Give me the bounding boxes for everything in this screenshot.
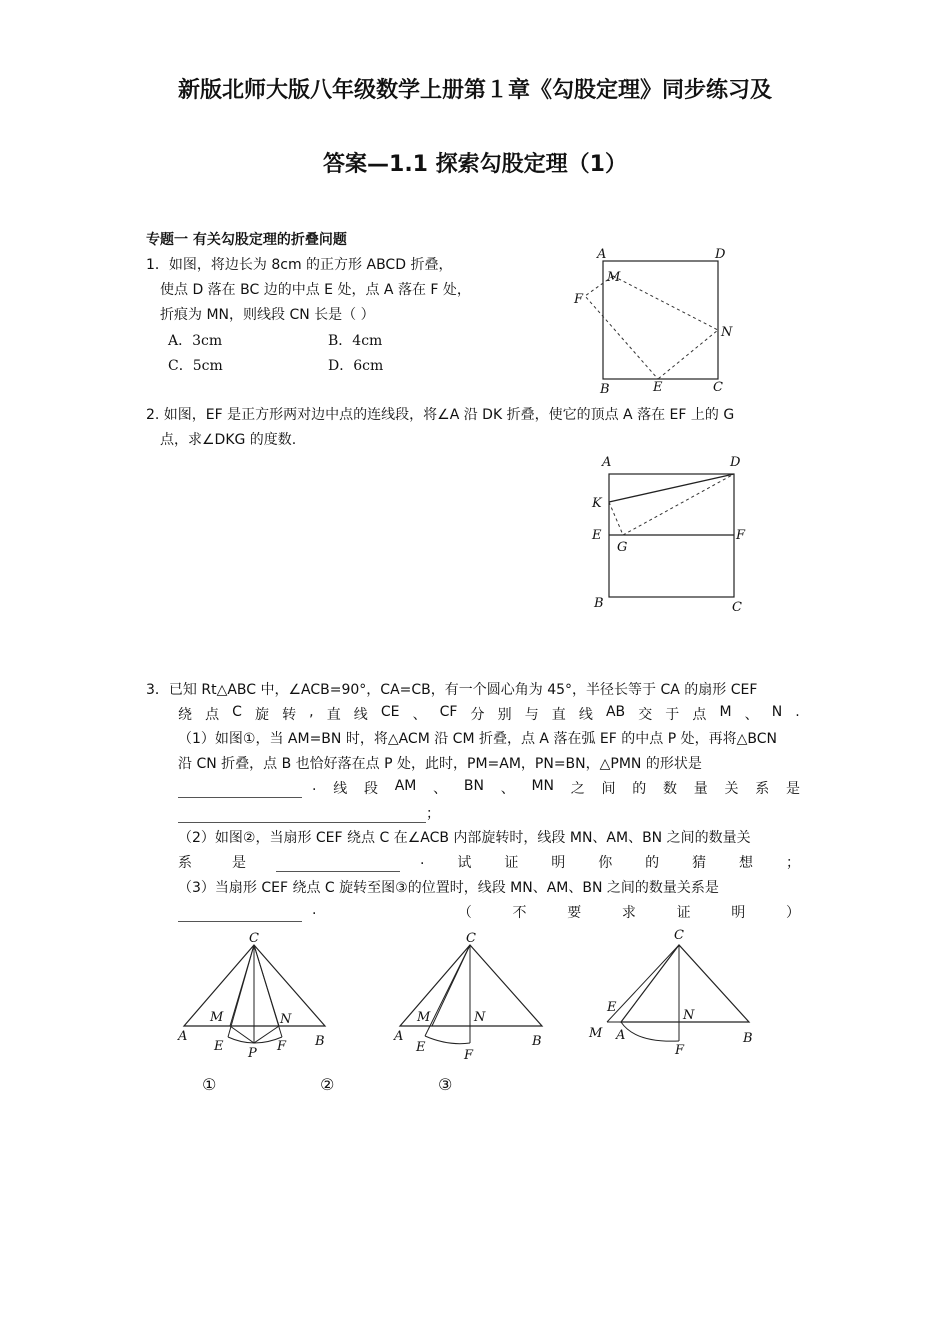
q3f3-label-n: N bbox=[683, 1008, 695, 1023]
q1-option-c: C．5cm bbox=[168, 358, 223, 374]
q3f3-arc bbox=[621, 1022, 679, 1041]
q3f2-arc bbox=[425, 1036, 470, 1044]
q3f3-ce bbox=[607, 945, 679, 1022]
q3-line9: （3）当扇形 CEF 绕点 C 旋转至图③的位置时，线段 MN、AM、BN 之间的数量关系是 bbox=[178, 880, 719, 896]
q3-figure-1 bbox=[170, 925, 340, 1065]
q1-label-c: C bbox=[713, 380, 723, 395]
q3f2-label-n: N bbox=[474, 1010, 486, 1025]
q3f2-label-c: C bbox=[466, 931, 476, 946]
q1-line3: 折痕为 MN，则线段 CN 长是（ ） bbox=[160, 307, 375, 323]
q3f2-label-a: A bbox=[394, 1029, 404, 1044]
q2-label-c: C bbox=[732, 600, 742, 615]
q1-option-a: A．3cm bbox=[168, 333, 223, 349]
answer-blank-relation-1[interactable] bbox=[178, 808, 426, 823]
q1-figure bbox=[560, 240, 760, 400]
q3f3-label-c: C bbox=[674, 928, 684, 943]
q3f1-label-e: E bbox=[214, 1039, 224, 1054]
q3f1-label-c: C bbox=[249, 931, 259, 946]
q3-line7: （2）如图②，当扇形 CEF 绕点 C 在∠ACB 内部旋转时，线段 MN、AM、BN 之间的数量关 bbox=[178, 830, 751, 846]
answer-blank-relation-2[interactable] bbox=[276, 857, 400, 872]
q3-line1: 3．已知 Rt△ABC 中，∠ACB=90°，CA=CB，有一个圆心角为 45°，半径长等于 CA 的扇形 CEF bbox=[146, 682, 758, 698]
q1-line1: 1．如图，将边长为 8cm 的正方形 ABCD 折叠， bbox=[146, 257, 453, 273]
q3-line4: 沿 CN 折叠，点 B 也恰好落在点 P 处，此时，PM=AM，PN=BN，△PMN 的形状是 bbox=[178, 756, 702, 772]
q1-line2: 使点 D 落在 BC 边的中点 E 处，点 A 落在 F 处， bbox=[160, 282, 471, 298]
q3f1-ce bbox=[228, 945, 254, 1037]
q2-figure bbox=[580, 450, 760, 620]
figure-number-2: ② bbox=[320, 1075, 335, 1094]
q1-label-n: N bbox=[721, 325, 733, 340]
q3f3-label-b: B bbox=[743, 1031, 753, 1046]
q3-line8: 系 是 . 试 证 明 你 的 猜 想 ； bbox=[178, 852, 800, 871]
page-title-line2: 答案—1.1 探索勾股定理（1） bbox=[323, 152, 627, 177]
q3-figure-2 bbox=[388, 925, 558, 1065]
q3f1-label-p: P bbox=[248, 1046, 257, 1061]
q2-dk-line bbox=[609, 474, 734, 502]
q2-label-d: D bbox=[730, 455, 741, 470]
q1-label-b: B bbox=[600, 382, 610, 397]
q2-label-b: B bbox=[594, 596, 604, 611]
q3f1-label-m: M bbox=[210, 1010, 224, 1025]
q3f1-label-n: N bbox=[280, 1012, 292, 1027]
q3f2-label-e: E bbox=[416, 1040, 426, 1055]
q3f1-label-b: B bbox=[315, 1034, 325, 1049]
q3f2-ce bbox=[425, 945, 470, 1036]
q2-line1: 2. 如图，EF 是正方形两对边中点的连线段，将∠A 沿 DK 折叠，使它的顶点 A 落在 EF 上的 G bbox=[146, 407, 735, 423]
q2-label-f: F bbox=[736, 528, 746, 543]
q1-option-d: D．6cm bbox=[328, 358, 384, 374]
q3f1-label-a: A bbox=[178, 1029, 188, 1044]
q3-line3: （1）如图①，当 AM=BN 时，将△ACM 沿 CM 折叠，点 A 落在弧 EF 的中点 P 处，再将△BCN bbox=[178, 731, 777, 747]
answer-blank-shape[interactable] bbox=[178, 783, 302, 798]
q3-line10: . （ 不 要 求 证 明 ） bbox=[178, 902, 800, 922]
q1-label-a: A bbox=[597, 247, 607, 262]
q3-line5: . 线 段 AM 、 BN 、 MN 之 间 的 数 量 关 系 是 bbox=[178, 778, 800, 798]
q3f2-label-b: B bbox=[532, 1034, 542, 1049]
q3-line6: ； bbox=[178, 803, 440, 823]
figure-number-3: ③ bbox=[438, 1075, 453, 1094]
q1-fold-lines bbox=[585, 276, 658, 379]
q2-label-e: E bbox=[592, 528, 602, 543]
q1-label-d: D bbox=[715, 247, 726, 262]
q3f3-label-m: M bbox=[589, 1026, 603, 1041]
figure-number-1: ① bbox=[202, 1075, 217, 1094]
q3f1-label-f: F bbox=[277, 1039, 287, 1054]
q2-label-g: G bbox=[617, 540, 628, 555]
q3f2-label-m: M bbox=[417, 1010, 431, 1025]
q1-crease bbox=[613, 276, 718, 379]
q2-line2: 点，求∠DKG 的度数. bbox=[160, 432, 297, 448]
section-heading: 专题一 有关勾股定理的折叠问题 bbox=[146, 232, 347, 248]
q2-label-k: K bbox=[592, 496, 602, 511]
q2-label-a: A bbox=[602, 455, 612, 470]
q1-label-f: F bbox=[574, 292, 584, 307]
q2-kg-line bbox=[609, 502, 623, 535]
q3f2-label-f: F bbox=[464, 1048, 474, 1063]
q3f3-label-f: F bbox=[675, 1043, 685, 1058]
q3f1-cf bbox=[254, 945, 282, 1037]
q3-line2: 绕 点 C 旋 转 , 直 线 CE 、 CF 分 别 与 直 线 AB 交 于 点 M 、 N . bbox=[178, 704, 800, 723]
q1-option-b: B．4cm bbox=[328, 333, 383, 349]
page-title-line1: 新版北师大版八年级数学上册第１章《勾股定理》同步练习及 bbox=[177, 78, 772, 103]
answer-blank-relation-3[interactable] bbox=[178, 907, 302, 922]
q1-label-e: E bbox=[653, 380, 663, 395]
q3f3-label-a: A bbox=[616, 1028, 626, 1043]
q1-label-m: M bbox=[607, 270, 621, 285]
q3f3-label-e: E bbox=[607, 1000, 617, 1015]
q2-gd-line bbox=[623, 474, 734, 535]
q3-figure-3 bbox=[585, 925, 765, 1065]
